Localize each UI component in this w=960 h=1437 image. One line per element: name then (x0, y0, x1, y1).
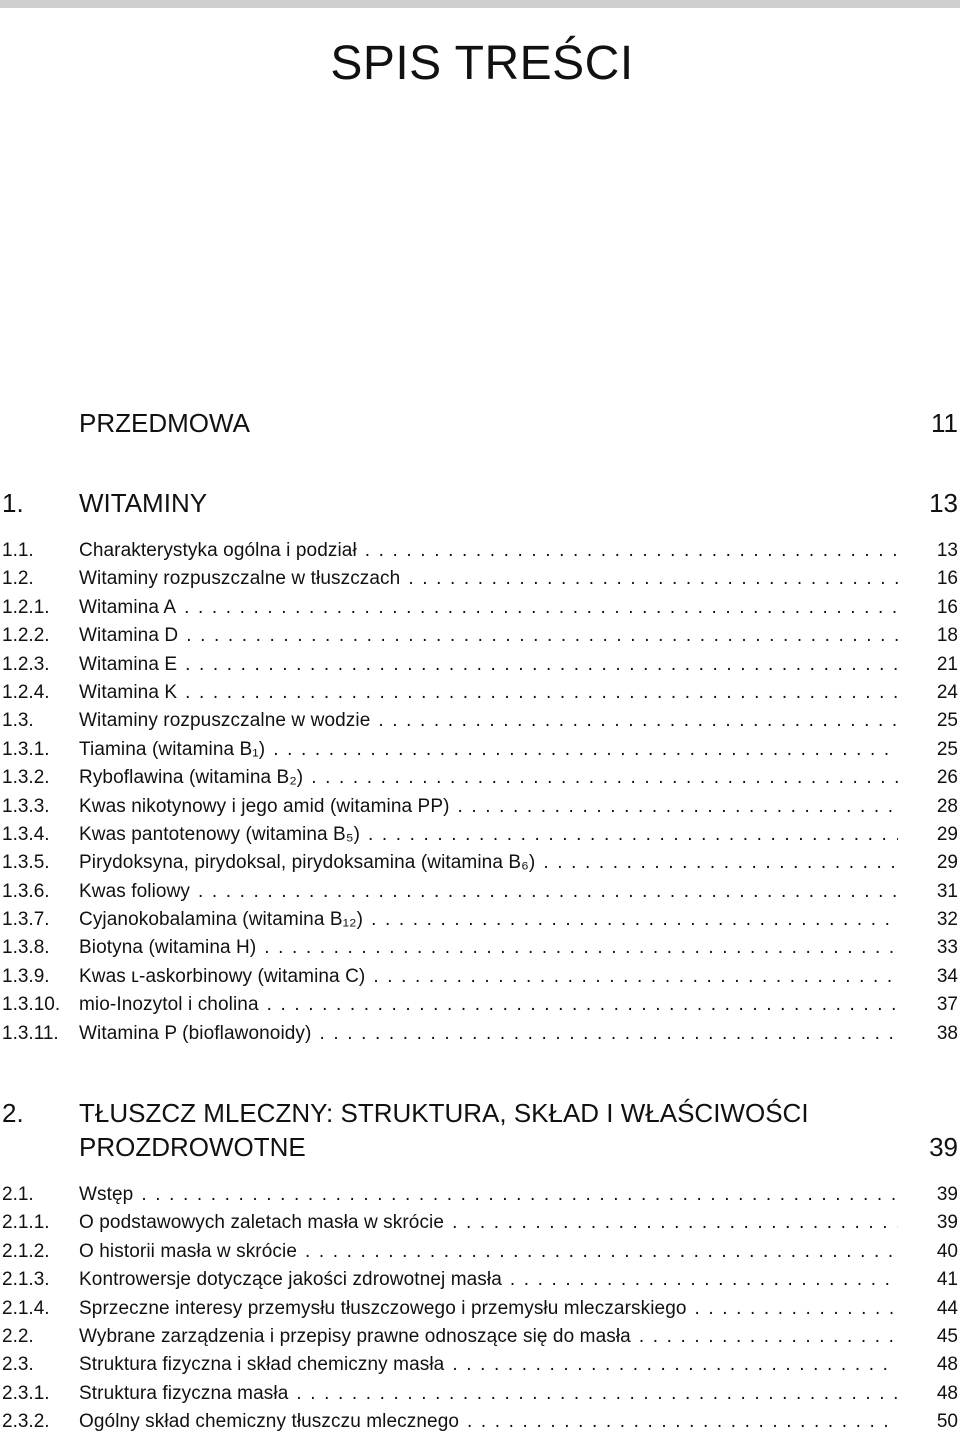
entry-number: 2.1.1. (2, 1212, 50, 1234)
entry-page: 44 (936, 1297, 958, 1319)
toc-entry[interactable] (0, 1020, 960, 1048)
entry-label: Kwas foliowy ..... (79, 878, 898, 906)
toc-entry[interactable] (0, 793, 960, 821)
entry-page: 28 (936, 795, 958, 817)
entry-number: 2.3.2. (2, 1411, 50, 1433)
toc-entry[interactable] (0, 622, 960, 650)
page-title: SPIS TREŚCI (330, 37, 634, 90)
entry-label: Kontrowersje dotyczące jakości zdrowotnej masła ..... (79, 1266, 898, 1294)
entry-label: Witamina A ..... (79, 594, 898, 622)
entry-label: Struktura fizyczna masła ..... (79, 1380, 898, 1408)
entry-label: Ogólny skład chemiczny tłuszczu mlecznego ..... (79, 1408, 898, 1436)
toc-entry[interactable] (0, 878, 960, 906)
entry-label: Witaminy rozpuszczalne w tłuszczach ..... (79, 565, 898, 593)
entry-page: 24 (936, 681, 958, 703)
entry-page: 50 (936, 1411, 958, 1433)
entry-label: Tiamina (witamina B₁) ..... (79, 736, 898, 764)
entry-label: Witamina K ..... (79, 679, 898, 707)
entry-label: Biotyna (witamina H) ..... (79, 934, 898, 962)
entry-page: 39 (936, 1212, 958, 1234)
entry-number: 1.2.1. (2, 596, 50, 618)
entry-number: 1.3.1. (2, 738, 50, 760)
toc-entry[interactable] (0, 764, 960, 792)
toc-entry[interactable] (0, 821, 960, 849)
chapter-number: 2. (2, 1098, 24, 1128)
chapter-title: WITAMINY (79, 488, 208, 518)
toc-entry[interactable] (0, 707, 960, 735)
entry-page: 41 (936, 1269, 958, 1291)
toc-entry[interactable] (0, 736, 960, 764)
entry-label: Cyjanokobalamina (witamina B₁₂) ..... (79, 906, 898, 934)
entry-label: Kwas nikotynowy i jego amid (witamina PP) ..... (79, 793, 898, 821)
entry-number: 1.3.5. (2, 852, 50, 874)
toc-entry[interactable] (0, 1238, 960, 1266)
chapter-2-entries (0, 1181, 960, 1437)
toc-entry[interactable] (0, 1351, 960, 1379)
toc-entry[interactable] (0, 1209, 960, 1237)
toc-entry[interactable] (0, 1380, 960, 1408)
entry-number: 1.3.4. (2, 823, 50, 845)
entry-page: 34 (936, 965, 958, 987)
chapter-page: 39 (929, 1132, 958, 1162)
preface-label: PRZEDMOWA (79, 408, 250, 438)
entry-page: 26 (936, 767, 958, 789)
entry-number: 1.3. (2, 710, 34, 732)
chapter-number: 1. (2, 488, 24, 518)
preface-page: 11 (931, 408, 958, 438)
toc-entry[interactable] (0, 594, 960, 622)
entry-page: 38 (936, 1022, 958, 1044)
entry-number: 2.1.4. (2, 1297, 50, 1319)
toc-entry[interactable] (0, 1266, 960, 1294)
entry-number: 1.3.7. (2, 909, 50, 931)
entry-label: Kwas ʟ-askorbinowy (witamina C) ..... (79, 963, 898, 991)
top-border (0, 0, 960, 8)
entry-page: 25 (936, 710, 958, 732)
entry-number: 1.3.2. (2, 767, 50, 789)
entry-page: 48 (936, 1382, 958, 1404)
toc-entry[interactable] (0, 1295, 960, 1323)
entry-number: 1.3.10. (2, 994, 61, 1016)
chapter-title-line-2: PROZDROWOTNE (79, 1132, 306, 1162)
entry-label: Ryboflawina (witamina B₂) ..... (79, 764, 898, 792)
entry-page: 39 (936, 1184, 958, 1205)
entry-page: 18 (936, 625, 958, 647)
entry-number: 2.1.3. (2, 1269, 50, 1291)
entry-number: 1.3.3. (2, 795, 50, 817)
toc-entry[interactable] (0, 1323, 960, 1351)
entry-number: 1.3.8. (2, 937, 50, 959)
toc-entry[interactable] (0, 906, 960, 934)
entry-label: Pirydoksyna, pirydoksal, pirydoksamina (witamina B₆) ..... (79, 849, 898, 877)
entry-number: 1.2.3. (2, 653, 50, 675)
toc-entry[interactable] (0, 1181, 960, 1209)
entry-label: Wybrane zarządzenia i przepisy prawne odnoszące się do masła ..... (79, 1323, 898, 1351)
entry-page: 25 (936, 738, 958, 760)
entry-label: mio-Inozytol i cholina ..... (79, 991, 898, 1019)
entry-page: 45 (936, 1325, 958, 1347)
entry-page: 33 (936, 937, 958, 959)
chapter-1-entries (0, 537, 960, 1048)
entry-page: 37 (936, 994, 958, 1016)
entry-label: Witamina P (bioflawonoidy) ..... (79, 1020, 898, 1048)
toc-entry[interactable] (0, 849, 960, 877)
entry-label: Witamina D ..... (79, 622, 898, 650)
entry-page: 16 (936, 568, 958, 590)
entry-number: 1.3.6. (2, 880, 50, 902)
toc-entry[interactable] (0, 963, 960, 991)
toc-entry[interactable] (0, 679, 960, 707)
entry-label: Witaminy rozpuszczalne w wodzie ..... (79, 707, 898, 735)
chapter-title-line-1: TŁUSZCZ MLECZNY: STRUKTURA, SKŁAD I WŁAŚCIWOŚCI (79, 1098, 809, 1128)
entry-label: Kwas pantotenowy (witamina B₅) ..... (79, 821, 898, 849)
entry-number: 1.3.11. (2, 1022, 59, 1044)
entry-label: Sprzeczne interesy przemysłu tłuszczowego i przemysłu mleczarskiego ..... (79, 1295, 898, 1323)
entry-page: 32 (936, 909, 958, 931)
entry-number: 2.1.2. (2, 1240, 50, 1262)
entry-page: 29 (936, 852, 958, 874)
entry-label: Wstęp ..... (79, 1181, 898, 1209)
entry-page: 21 (936, 653, 958, 675)
entry-number: 1.2. (2, 568, 34, 590)
toc-entry[interactable] (0, 991, 960, 1019)
toc-entry[interactable] (0, 651, 960, 679)
toc-entry[interactable] (0, 934, 960, 962)
entry-label: Charakterystyka ogólna i podział ..... (79, 537, 898, 565)
entry-page: 29 (936, 823, 958, 845)
entry-number: 2.2. (2, 1325, 34, 1347)
entry-label: Struktura fizyczna i skład chemiczny masła ..... (79, 1351, 898, 1379)
entry-page: 13 (936, 540, 958, 561)
entry-label: O historii masła w skrócie ..... (79, 1238, 898, 1266)
chapter-page: 13 (929, 488, 958, 518)
entry-label: O podstawowych zaletach masła w skrócie ..... (79, 1209, 898, 1237)
toc-entry[interactable] (0, 537, 960, 565)
entry-page: 40 (936, 1240, 958, 1262)
entry-number: 2.3. (2, 1354, 34, 1376)
entry-number: 1.2.4. (2, 681, 50, 703)
entry-page: 48 (936, 1354, 958, 1376)
entry-page: 16 (936, 596, 958, 618)
entry-page: 31 (936, 880, 958, 902)
entry-number: 1.3.9. (2, 965, 50, 987)
toc-entry[interactable] (0, 1408, 960, 1436)
entry-number: 2.3.1. (2, 1382, 50, 1404)
entry-label: Witamina E ..... (79, 651, 898, 679)
entry-number: 1.2.2. (2, 625, 50, 647)
entry-number: 2.1. (2, 1184, 34, 1205)
entry-number: 1.1. (2, 540, 34, 561)
toc-entry[interactable] (0, 565, 960, 593)
